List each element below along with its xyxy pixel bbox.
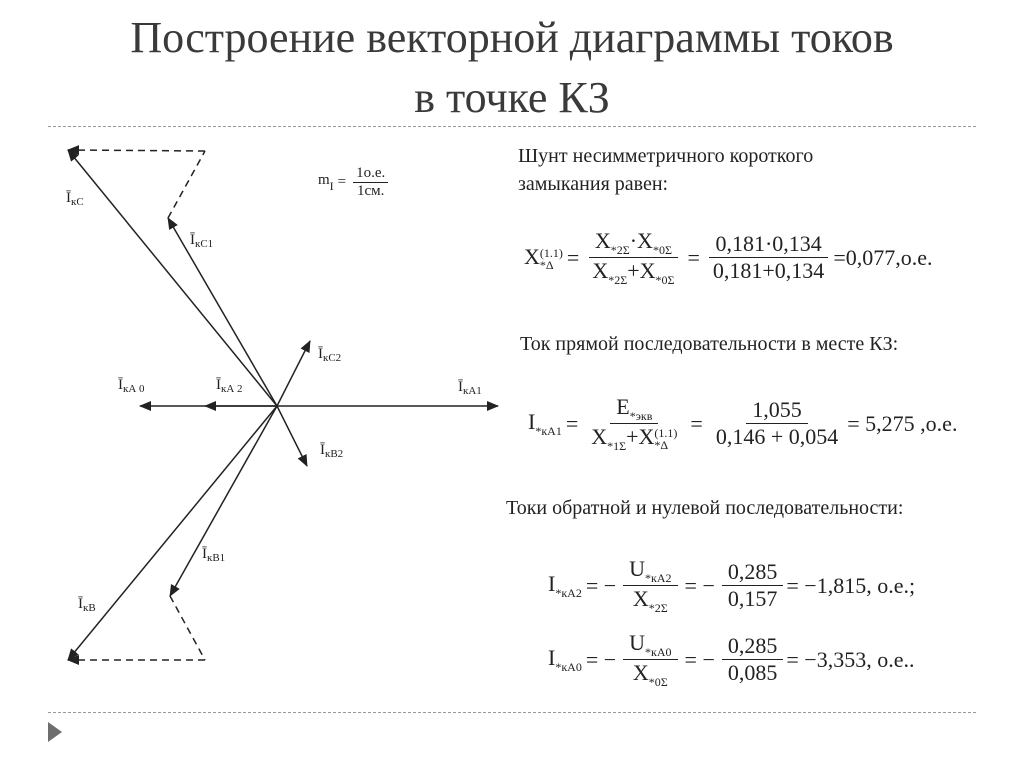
vector-ikc2 bbox=[277, 341, 310, 406]
positive-fraction-symbolic: $E_{*экв}$ $X_{*1\Sigma}+X$ (1.1) *Δ bbox=[591, 394, 678, 454]
title-line-2: в точке КЗ bbox=[414, 73, 610, 122]
label-ika1: $Ī_{кА1}$ bbox=[458, 379, 482, 397]
construction-c-2 bbox=[68, 150, 205, 151]
shunt-description: Шунт несимметричного короткого замыкания равен: bbox=[518, 145, 814, 195]
label-ikc: $Ī_{кС}$ bbox=[66, 190, 84, 208]
vector-ikc1 bbox=[168, 218, 277, 406]
negative-result: = −1,815, о.е.; bbox=[786, 572, 916, 598]
shunt-fraction-symbolic: $\frac{X_{*2\Sigma}\cdot X_{*0\Sigma}}{X_{*2\Sigma}+X_{*0\Sigma}}$ bbox=[586, 228, 680, 288]
negative-formula: $I_{*кА2}$ = − $\frac{U_{*кА2}}{X_{*2\Sigma}}$ = − $\frac{0,285}{0,157}$ = −1,815, о.е.; bbox=[548, 556, 916, 616]
shunt-fraction-numeric: $\frac{0,181\cdot 0,134}{0,181+0,134}$ bbox=[707, 231, 830, 285]
label-ika2: $Ī_{кА 2}$ bbox=[216, 377, 243, 395]
slide-title bbox=[0, 8, 1024, 128]
zero-result: = −3,353, о.е.. bbox=[786, 646, 915, 672]
label-ikb2: $Ī_{кВ2}$ bbox=[320, 442, 344, 460]
positive-description: Ток прямой последовательности в месте КЗ: bbox=[520, 333, 899, 355]
negzero-description: Токи обратной и нулевой последовательности: bbox=[506, 497, 904, 519]
title-line-1: Построение векторной диаграммы токов bbox=[130, 13, 894, 62]
construction-b-1 bbox=[170, 596, 205, 660]
positive-fraction-numeric: $\frac{1,055}{0,146 + 0,054}$ bbox=[715, 397, 839, 450]
vector-ikc bbox=[68, 150, 277, 406]
positive-result: = 5,275 ,о.е. bbox=[847, 410, 958, 436]
scale-formula: $m_I$ = $\frac{1о.е.}{1см.}$ bbox=[318, 165, 391, 201]
label-ikc1: $Ī_{кС1}$ bbox=[190, 232, 214, 250]
label-ikc2: $Ī_{кС2}$ bbox=[318, 346, 342, 364]
shunt-formula: X (1.1) *Δ = $\frac{X_{*2\Sigma}\cdot X_{*0\Sigma}}{X_{*2\Sigma}+X_{*0\Sigma}}$ = $\frac{0,181\cdot 0,134}{0,181+0,134}$ =0,077,о.е. bbox=[524, 228, 933, 288]
vector-ikb bbox=[68, 406, 277, 660]
next-slide-arrow-icon[interactable] bbox=[48, 722, 62, 742]
label-ika0: $Ī_{кА 0}$ bbox=[118, 377, 145, 395]
label-ikb1: $Ī_{кВ1}$ bbox=[202, 546, 226, 564]
vector-ikb2 bbox=[277, 406, 307, 466]
shunt-result: =0,077,о.е. bbox=[833, 244, 933, 270]
zero-formula: $I_{*кА0}$ = − $\frac{U_{*кА0}}{X_{*0\Sigma}}$ = − $\frac{0,285}{0,085}$ = −3,353, о.е.. bbox=[548, 630, 915, 690]
vector-ikb1 bbox=[170, 406, 277, 596]
construction-c-1 bbox=[168, 151, 205, 218]
top-separator bbox=[48, 126, 976, 127]
scale-lhs: $m_I$ bbox=[318, 171, 334, 193]
scale-fraction: $\frac{1о.е.}{1см.}$ bbox=[353, 165, 388, 201]
positive-formula: $I_{*кА1}$ = $E_{*экв}$ $X_{*1\Sigma}+X$ (1.1) *Δ = $\frac{1,055}{0,146 + 0,054}$ = 5,275 ,о.е. bbox=[528, 394, 958, 454]
label-ikb: $Ī_{кВ}$ bbox=[78, 596, 96, 614]
vector-diagram bbox=[40, 136, 510, 676]
bottom-separator bbox=[48, 712, 976, 713]
